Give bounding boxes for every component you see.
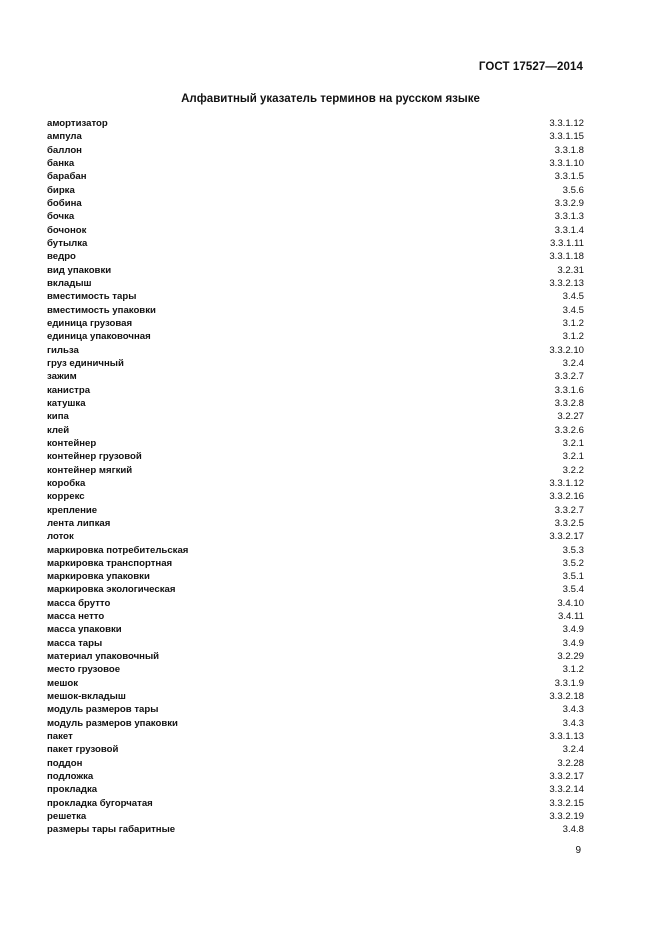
index-reference: 3.1.2	[562, 664, 584, 676]
index-term: банка	[47, 157, 75, 169]
index-term: вкладыш	[47, 277, 92, 289]
index-reference: 3.2.4	[562, 744, 584, 756]
index-entry	[47, 277, 584, 290]
index-term: канистра	[47, 384, 91, 396]
index-reference: 3.1.2	[562, 331, 584, 343]
index-entry	[47, 184, 584, 197]
index-term: пакет	[47, 731, 73, 743]
index-entry	[47, 250, 584, 263]
index-term: маркировка упаковки	[47, 571, 150, 583]
index-term: маркировка экологическая	[47, 584, 176, 596]
index-reference: 3.3.2.17	[549, 771, 584, 783]
index-reference: 3.3.2.10	[549, 344, 584, 356]
index-term: лента липкая	[47, 517, 111, 529]
index-term: единица упаковочная	[47, 331, 151, 343]
index-reference: 3.4.8	[562, 824, 584, 836]
index-reference: 3.4.3	[562, 717, 584, 729]
index-entry	[47, 437, 584, 450]
index-reference: 3.3.2.9	[554, 197, 584, 209]
index-reference: 3.2.1	[562, 437, 584, 449]
index-reference: 3.5.2	[562, 557, 584, 569]
index-reference: 3.3.1.12	[549, 118, 584, 129]
index-reference: 3.5.6	[562, 184, 584, 196]
index-term: бирка	[47, 184, 75, 196]
index-term: баллон	[47, 144, 82, 156]
index-term: контейнер	[47, 437, 97, 449]
index-entry	[47, 357, 584, 370]
index-entry	[47, 717, 584, 730]
index-term: пакет грузовой	[47, 744, 119, 756]
index-term: бобина	[47, 197, 82, 209]
index-entry	[47, 690, 584, 703]
index-reference: 3.3.1.15	[549, 131, 584, 143]
index-term: коробка	[47, 477, 86, 489]
index-term: подложка	[47, 771, 94, 783]
term-index-list	[47, 117, 584, 837]
index-term: прокладка	[47, 784, 98, 796]
index-entry	[47, 317, 584, 330]
index-reference: 3.2.31	[557, 264, 584, 276]
index-entry	[47, 757, 584, 770]
index-entry	[47, 170, 584, 183]
index-term: коррекс	[47, 491, 85, 503]
index-reference: 3.3.2.13	[549, 277, 584, 289]
index-term: прокладка бугорчатая	[47, 797, 153, 809]
index-term: маркировка транспортная	[47, 557, 173, 569]
index-reference: 3.2.28	[557, 757, 584, 769]
index-entry	[47, 450, 584, 463]
index-reference: 3.3.2.5	[554, 517, 584, 529]
index-term: вид упаковки	[47, 264, 112, 276]
index-reference: 3.1.2	[562, 317, 584, 329]
index-reference: 3.5.1	[562, 571, 584, 583]
index-term: вместимость упаковки	[47, 304, 156, 316]
index-entry	[47, 117, 584, 130]
index-term: кипа	[47, 411, 69, 423]
index-reference: 3.5.3	[562, 544, 584, 556]
index-term: мешок-вкладыш	[47, 691, 126, 703]
index-entry	[47, 344, 584, 357]
index-entry	[47, 797, 584, 810]
page-number: 9	[575, 845, 581, 856]
index-reference: 3.3.1.12	[549, 477, 584, 489]
index-reference: 3.3.2.14	[549, 784, 584, 796]
index-entry	[47, 597, 584, 610]
index-reference: 3.3.1.10	[549, 157, 584, 169]
index-reference: 3.2.4	[562, 357, 584, 369]
index-term: место грузовое	[47, 664, 121, 676]
index-reference: 3.4.3	[562, 704, 584, 716]
index-entry	[47, 650, 584, 663]
index-entry	[47, 397, 584, 410]
index-entry	[47, 663, 584, 676]
index-reference: 3.3.1.18	[549, 251, 584, 263]
index-term: бутылка	[47, 237, 88, 249]
index-reference: 3.5.4	[562, 584, 584, 596]
index-entry	[47, 224, 584, 237]
index-term: маркировка потребительская	[47, 544, 189, 556]
index-entry	[47, 823, 584, 836]
index-reference: 3.3.2.7	[554, 504, 584, 516]
index-entry	[47, 783, 584, 796]
index-entry	[47, 424, 584, 437]
index-reference: 3.3.1.11	[550, 237, 584, 249]
index-reference: 3.4.10	[557, 597, 584, 609]
index-reference: 3.3.1.5	[554, 171, 584, 183]
index-term: контейнер грузовой	[47, 451, 142, 463]
index-entry	[47, 290, 584, 303]
index-term: масса брутто	[47, 597, 111, 609]
index-term: решетка	[47, 811, 87, 823]
index-reference: 3.2.1	[562, 451, 584, 463]
index-term: размеры тары габаритные	[47, 824, 176, 836]
index-entry	[47, 477, 584, 490]
index-entry	[47, 490, 584, 503]
index-reference: 3.3.1.3	[554, 211, 584, 223]
index-entry	[47, 197, 584, 210]
index-entry	[47, 810, 584, 823]
index-entry	[47, 370, 584, 383]
index-entry	[47, 637, 584, 650]
index-entry	[47, 730, 584, 743]
index-term: бочонок	[47, 224, 87, 236]
index-term: масса нетто	[47, 611, 105, 623]
index-reference: 3.3.2.18	[549, 691, 584, 703]
index-entry	[47, 530, 584, 543]
index-reference: 3.3.2.16	[549, 491, 584, 503]
index-term: зажим	[47, 371, 77, 383]
index-term: ведро	[47, 251, 76, 263]
index-reference: 3.3.2.6	[554, 424, 584, 436]
index-term: лоток	[47, 531, 74, 543]
index-reference: 3.4.5	[562, 291, 584, 303]
index-entry	[47, 330, 584, 343]
index-entry	[47, 304, 584, 317]
index-term: модуль размеров упаковки	[47, 717, 178, 729]
index-entry	[47, 264, 584, 277]
index-term: бочка	[47, 211, 75, 223]
index-entry	[47, 743, 584, 756]
index-entry	[47, 410, 584, 423]
index-reference: 3.3.1.9	[554, 677, 584, 689]
index-reference: 3.2.27	[557, 411, 584, 423]
index-term: поддон	[47, 757, 83, 769]
index-entry	[47, 384, 584, 397]
index-entry	[47, 517, 584, 530]
index-reference: 3.4.11	[558, 611, 584, 623]
index-entry	[47, 544, 584, 557]
index-term: контейнер мягкий	[47, 464, 133, 476]
index-reference: 3.4.9	[562, 624, 584, 636]
index-term: груз единичный	[47, 357, 124, 369]
index-term: масса тары	[47, 637, 103, 649]
index-term: барабан	[47, 171, 87, 183]
index-term: амортизатор	[47, 118, 108, 129]
index-term: единица грузовая	[47, 317, 133, 329]
index-entry	[47, 157, 584, 170]
index-reference: 3.3.2.15	[549, 797, 584, 809]
index-term: вместимость тары	[47, 291, 137, 303]
index-term: ампула	[47, 131, 82, 143]
index-entry	[47, 504, 584, 517]
index-term: гильза	[47, 344, 79, 356]
index-reference: 3.3.1.4	[554, 224, 584, 236]
index-reference: 3.2.2	[562, 464, 584, 476]
index-entry	[47, 210, 584, 223]
index-reference: 3.3.2.8	[554, 397, 584, 409]
index-entry	[47, 623, 584, 636]
index-entry	[47, 570, 584, 583]
index-reference: 3.3.1.13	[549, 731, 584, 743]
index-entry	[47, 464, 584, 477]
index-term: материал упаковочный	[47, 651, 160, 663]
index-entry	[47, 557, 584, 570]
index-entry	[47, 610, 584, 623]
index-entry	[47, 583, 584, 596]
index-reference: 3.3.1.6	[554, 384, 584, 396]
document-code: ГОСТ 17527—2014	[478, 61, 583, 73]
index-entry	[47, 677, 584, 690]
index-reference: 3.3.1.8	[554, 144, 584, 156]
index-reference: 3.3.2.17	[549, 531, 584, 543]
index-term: модуль размеров тары	[47, 704, 159, 716]
index-entry	[47, 703, 584, 716]
index-reference: 3.3.2.7	[554, 371, 584, 383]
index-term: катушка	[47, 397, 86, 409]
index-reference: 3.3.2.19	[549, 811, 584, 823]
index-reference: 3.4.9	[562, 637, 584, 649]
index-reference: 3.4.5	[562, 304, 584, 316]
index-entry	[47, 770, 584, 783]
index-term: мешок	[47, 677, 79, 689]
index-entry	[47, 144, 584, 157]
index-entry	[47, 130, 584, 143]
page-title: Алфавитный указатель терминов на русском языке	[181, 93, 480, 105]
index-reference: 3.2.29	[557, 651, 584, 663]
index-entry	[47, 237, 584, 250]
index-term: масса упаковки	[47, 624, 122, 636]
index-term: клей	[47, 424, 70, 436]
index-term: крепление	[47, 504, 98, 516]
